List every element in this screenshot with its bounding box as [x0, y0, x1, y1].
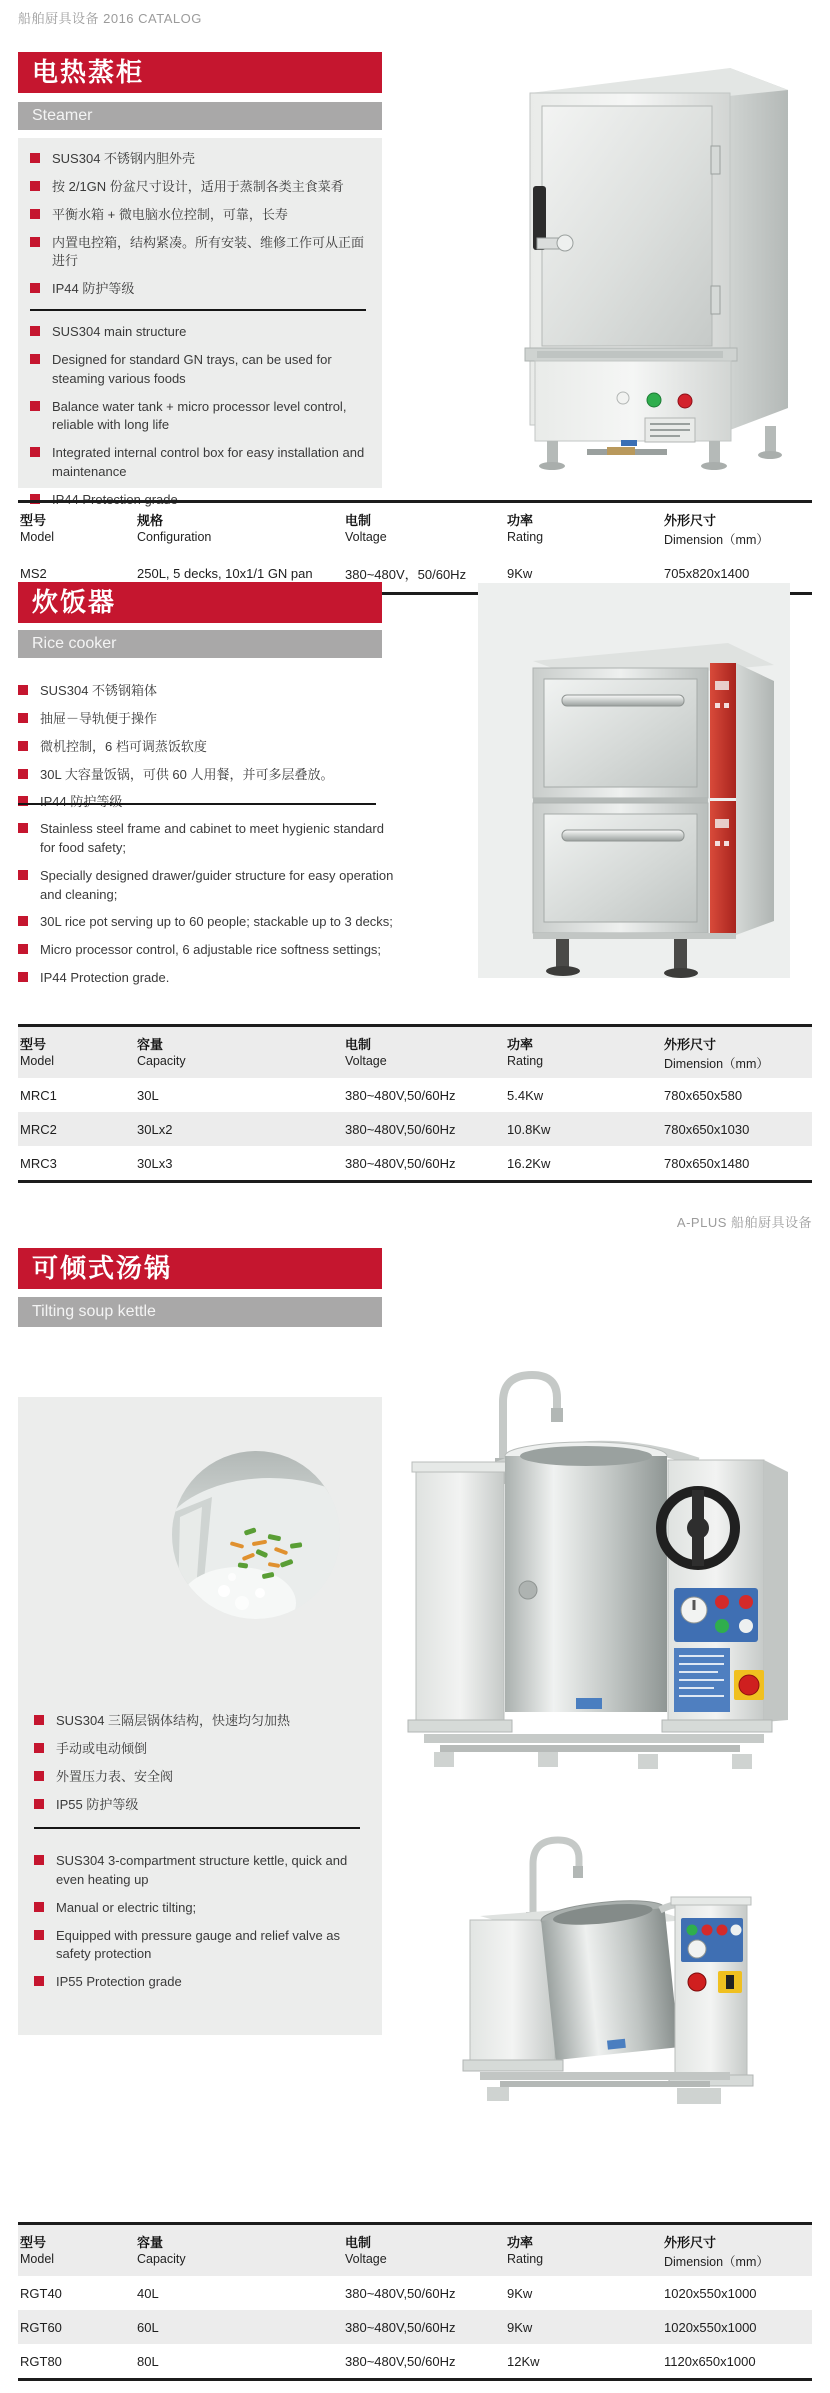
bullet-text: SUS304 三隔层锅体结构，快速均匀加热	[56, 1713, 291, 1728]
table-cell: MRC1	[20, 1088, 57, 1103]
bullet-text: Manual or electric tilting;	[56, 1899, 197, 1915]
header-cn: 功率	[507, 513, 534, 528]
bullet-text: Balance water tank + micro processor level control, reliable with long life	[52, 398, 347, 433]
table-header	[18, 502, 135, 555]
bullet-square-icon	[30, 209, 40, 219]
bullet-square-icon	[30, 153, 40, 163]
divider	[18, 803, 376, 805]
list-item	[18, 820, 398, 858]
table-cell: RGT80	[20, 2354, 62, 2369]
list-item	[18, 738, 398, 757]
list-item	[30, 323, 368, 342]
bullet-square-icon	[34, 1930, 44, 1940]
header-en: Rating	[507, 2252, 544, 2266]
bullet-square-icon	[30, 237, 40, 247]
bullet-square-icon	[34, 1855, 44, 1865]
bullet-square-icon	[18, 870, 28, 880]
list-item	[30, 280, 368, 299]
table-cell: 1020x550x1000	[664, 2286, 757, 2301]
table-cell: 380~480V,50/60Hz	[345, 1088, 456, 1103]
bullet-text: 微机控制，6 档可调蒸饭软度	[40, 738, 207, 754]
bullet-square-icon	[18, 972, 28, 982]
rice-cooker-bullets-en	[18, 820, 398, 997]
table-row	[18, 2310, 812, 2344]
header-en: Voltage	[345, 1054, 387, 1068]
bullet-square-icon	[30, 181, 40, 191]
table-header	[343, 1026, 505, 1079]
bullet-text: 按 2/1GN 份盆尺寸设计，适用于蒸制各类主食菜肴	[52, 178, 344, 194]
header-en: Capacity	[137, 2252, 186, 2266]
table-cell: 9Kw	[507, 566, 533, 581]
header-cn: 功率	[507, 1037, 534, 1052]
list-item	[30, 178, 368, 197]
table-cell: 380~480V,50/60Hz	[345, 1122, 456, 1137]
header-en: Dimension（mm）	[664, 1057, 769, 1071]
rice-cooker-spec-table	[18, 1024, 812, 1183]
bullet-square-icon	[18, 916, 28, 926]
list-item	[34, 1927, 364, 1965]
table-row	[18, 2276, 812, 2310]
list-item	[30, 150, 368, 169]
table-cell: 380~480V,50/60Hz	[345, 2286, 456, 2301]
bullet-text: SUS304 不锈钢箱体	[40, 683, 158, 698]
header-en: Model	[20, 1054, 55, 1068]
section-title-kettle-cn: 可倾式汤锅	[18, 1248, 382, 1289]
table-header	[343, 502, 505, 555]
list-item	[30, 206, 368, 225]
bullet-square-icon	[18, 685, 28, 695]
bullet-square-icon	[30, 283, 40, 293]
list-item	[34, 1768, 364, 1787]
bullet-square-icon	[30, 447, 40, 457]
bullet-text: IP55 Protection grade	[56, 1974, 182, 1990]
header-en: Rating	[507, 530, 544, 544]
table-header	[505, 2224, 662, 2277]
header-cn: 外形尺寸	[664, 513, 717, 528]
table-cell: 250L, 5 decks, 10x1/1 GN pan	[137, 566, 313, 581]
list-item	[34, 1899, 364, 1918]
header-cn: 电制	[345, 2235, 372, 2250]
table-row	[18, 1146, 812, 1182]
bullet-square-icon	[34, 1799, 44, 1809]
bullet-text: 外置压力表、安全阀	[56, 1768, 174, 1784]
table-cell: 380~480V，50/60Hz	[345, 567, 467, 582]
bullet-square-icon	[18, 769, 28, 779]
table-cell: MRC2	[20, 1122, 57, 1137]
table-row	[18, 2344, 812, 2380]
list-item	[34, 1712, 364, 1731]
table-header	[18, 1026, 135, 1079]
header-cn: 规格	[137, 513, 164, 528]
header-en: Model	[20, 2252, 55, 2266]
table-cell: RGT60	[20, 2320, 62, 2335]
bullet-text: SUS304 3-compartment structure kettle, quick and even heating up	[56, 1853, 348, 1887]
section-title-steamer-cn: 电热蒸柜	[18, 52, 382, 93]
table-cell: 80L	[137, 2354, 159, 2369]
kettle-bullets-en	[34, 1852, 364, 2001]
page-header-right: A-PLUS 船舶厨具设备	[676, 1215, 812, 1230]
table-header-row	[18, 2224, 812, 2277]
table-cell: 30L	[137, 1088, 159, 1103]
bullet-text: SUS304 main structure	[52, 324, 187, 340]
table-header	[343, 2224, 505, 2277]
bullet-text: Stainless steel frame and cabinet to meet hygienic standard for food safety;	[40, 821, 384, 855]
list-item	[34, 1740, 364, 1759]
table-cell: 705x820x1400	[664, 566, 750, 581]
table-header	[505, 1026, 662, 1079]
bullet-square-icon	[18, 741, 28, 751]
bullet-square-icon	[34, 1715, 44, 1725]
steamer-bullets-en	[30, 323, 368, 510]
bullet-text: 抽屉－导轨便于操作	[40, 710, 158, 726]
list-item	[18, 969, 398, 988]
list-item	[18, 682, 398, 701]
table-header	[505, 502, 662, 555]
table-cell: 30Lx3	[137, 1156, 173, 1171]
steamer-bullets-cn	[30, 150, 368, 299]
header-en: Model	[20, 530, 55, 544]
table-cell: RGT40	[20, 2286, 62, 2301]
table-cell: 9Kw	[507, 2286, 533, 2301]
bullet-square-icon	[34, 1976, 44, 1986]
table-cell: 780x650x1480	[664, 1156, 750, 1171]
bullet-square-icon	[30, 401, 40, 411]
table-cell: 780x650x1030	[664, 1122, 750, 1137]
steamer-spec-table	[18, 500, 812, 595]
table-header	[135, 1026, 343, 1079]
header-cn: 型号	[20, 1037, 47, 1052]
table-cell: 5.4Kw	[507, 1088, 544, 1103]
tilting-kettle-small-photo	[425, 1818, 790, 2118]
list-item	[30, 398, 368, 436]
table-cell: 10.8Kw	[507, 1122, 551, 1137]
soup-detail-photo	[172, 1451, 340, 1619]
list-item	[30, 351, 368, 389]
table-cell: 780x650x580	[664, 1088, 743, 1103]
section-title-rice-cooker-cn: 炊饭器	[18, 582, 382, 623]
table-cell: 1120x650x1000	[664, 2354, 756, 2369]
table-cell: 380~480V,50/60Hz	[345, 2320, 456, 2335]
section-title-rice-cooker-en: Rice cooker	[18, 630, 382, 658]
header-en: Dimension（mm）	[664, 533, 769, 547]
list-item	[34, 1973, 364, 1992]
list-item	[18, 941, 398, 960]
header-cn: 容量	[137, 2235, 164, 2250]
section-title-steamer-en: Steamer	[18, 102, 382, 130]
kettle-spec-table	[18, 2222, 812, 2381]
table-header	[662, 2224, 812, 2277]
table-header	[135, 2224, 343, 2277]
table-cell: 380~480V,50/60Hz	[345, 1156, 456, 1171]
bullet-text: Specially designed drawer/guider structure for easy operation and cleaning;	[40, 867, 394, 902]
header-en: Dimension（mm）	[664, 2255, 769, 2269]
kettle-bullets-cn	[34, 1712, 364, 1823]
bullet-text: 手动或电动倾倒	[56, 1740, 148, 1756]
bullet-square-icon	[34, 1771, 44, 1781]
bullet-text: IP55 防护等级	[56, 1796, 139, 1812]
list-item	[18, 766, 398, 785]
table-header-row	[18, 1026, 812, 1079]
table-cell: 9Kw	[507, 2320, 533, 2335]
section-title-kettle-en: Tilting soup kettle	[18, 1297, 382, 1327]
bullet-text: IP44 Protection grade.	[40, 970, 170, 986]
list-item	[30, 444, 368, 482]
bullet-square-icon	[34, 1902, 44, 1912]
bullet-text: Designed for standard GN trays, can be used for steaming various foods	[52, 351, 332, 386]
bullet-square-icon	[30, 326, 40, 336]
header-cn: 型号	[20, 2235, 47, 2250]
bullet-text: 30L rice pot serving up to 60 people; stackable up to 3 decks;	[40, 914, 393, 930]
table-row	[18, 1112, 812, 1146]
rice-cooker-photo	[478, 583, 790, 978]
bullet-text: 内置电控箱，结构紧凑。所有安装、维修工作可从正面进行	[52, 234, 365, 269]
bullet-text: IP44 Protection grade	[52, 491, 178, 507]
bullet-text: 30L 大容量饭锅，可供 60 人用餐，并可多层叠放。	[40, 766, 334, 782]
tilting-kettle-photo	[388, 1340, 790, 1775]
header-en: Configuration	[137, 530, 212, 544]
list-item	[18, 913, 398, 932]
header-en: Rating	[507, 1054, 544, 1068]
table-cell: 1020x550x1000	[664, 2320, 757, 2335]
bullet-text: IP44 防护等级	[40, 794, 123, 810]
table-cell: 380~480V,50/60Hz	[345, 2354, 456, 2369]
list-item	[34, 1852, 364, 1890]
header-cn: 电制	[345, 513, 372, 528]
bullet-square-icon	[18, 713, 28, 723]
bullet-text: SUS304 不锈钢内胆外壳	[52, 151, 196, 166]
header-cn: 外形尺寸	[664, 2235, 717, 2250]
list-item	[30, 234, 368, 272]
divider	[30, 309, 366, 311]
header-en: Capacity	[137, 1054, 186, 1068]
list-item	[18, 867, 398, 905]
bullet-text: Integrated internal control box for easy installation and maintenance	[52, 445, 365, 480]
bullet-square-icon	[30, 354, 40, 364]
bullet-square-icon	[18, 823, 28, 833]
table-cell: 40L	[137, 2286, 159, 2301]
bullet-text: Micro processor control, 6 adjustable rice softness settings;	[40, 942, 382, 958]
header-en: Voltage	[345, 2252, 387, 2266]
header-cn: 电制	[345, 1037, 372, 1052]
rice-cooker-bullets-cn	[18, 682, 398, 821]
table-cell: 12Kw	[507, 2354, 540, 2369]
table-header	[18, 2224, 135, 2277]
list-item	[18, 710, 398, 729]
table-header	[662, 502, 812, 555]
table-cell: 60L	[137, 2320, 159, 2335]
header-cn: 功率	[507, 2235, 534, 2250]
bullet-text: Equipped with pressure gauge and relief valve as safety protection	[56, 1927, 341, 1962]
table-cell: 16.2Kw	[507, 1156, 551, 1171]
table-header-row	[18, 502, 812, 555]
bullet-text: 平衡水箱 + 微电脑水位控制，可靠，长寿	[52, 206, 288, 222]
page-header-left: 船舶厨具设备 2016 CATALOG	[18, 11, 202, 26]
header-cn: 型号	[20, 513, 47, 528]
bullet-square-icon	[18, 944, 28, 954]
steamer-cabinet-photo	[495, 38, 795, 473]
table-row	[18, 1078, 812, 1112]
list-item	[34, 1796, 364, 1815]
bullet-text: IP44 防护等级	[52, 281, 135, 297]
divider	[34, 1827, 360, 1829]
header-cn: 外形尺寸	[664, 1037, 717, 1052]
table-header	[662, 1026, 812, 1079]
bullet-square-icon	[34, 1743, 44, 1753]
table-cell: MRC3	[20, 1156, 57, 1171]
table-cell: MS2	[20, 566, 47, 581]
table-header	[135, 502, 343, 555]
header-cn: 容量	[137, 1037, 164, 1052]
header-en: Voltage	[345, 530, 387, 544]
steamer-feature-panel	[18, 138, 382, 507]
table-cell: 30Lx2	[137, 1122, 173, 1137]
